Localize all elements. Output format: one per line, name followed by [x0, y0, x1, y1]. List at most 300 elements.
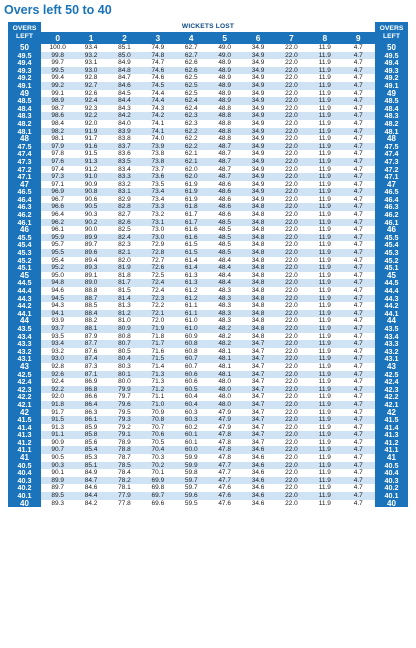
- resource-value-cell: 22.0: [275, 302, 308, 310]
- overs-left-cell: 46.3: [375, 203, 408, 211]
- resource-value-cell: 22.0: [275, 97, 308, 105]
- resource-value-cell: 4.7: [342, 257, 375, 265]
- resource-value-cell: 22.0: [275, 363, 308, 371]
- overs-left-cell: 42.1: [8, 401, 41, 409]
- resource-value-cell: 48.1: [208, 348, 241, 356]
- resource-value-cell: 95.4: [41, 257, 74, 265]
- resource-value-cell: 60.6: [175, 378, 208, 386]
- resource-value-cell: 11.9: [308, 279, 341, 287]
- resource-value-cell: 85.9: [74, 424, 107, 432]
- resource-value-cell: 11.9: [308, 257, 341, 265]
- resource-value-cell: 89.3: [74, 264, 107, 272]
- resource-value-cell: 81.4: [108, 295, 141, 303]
- table-row: [8, 295, 408, 303]
- resource-value-cell: 22.0: [275, 401, 308, 409]
- resource-value-cell: 4.7: [342, 348, 375, 356]
- resource-value-cell: 62.2: [175, 135, 208, 143]
- resource-value-cell: 59.8: [175, 469, 208, 477]
- table-row: [8, 120, 408, 128]
- resource-value-cell: 22.0: [275, 371, 308, 379]
- resource-value-cell: 79.2: [108, 424, 141, 432]
- resource-value-cell: 61.0: [175, 317, 208, 325]
- resource-value-cell: 48.6: [208, 211, 241, 219]
- resource-value-cell: 11.9: [308, 295, 341, 303]
- resource-value-cell: 74.4: [141, 90, 174, 98]
- resource-value-cell: 34.7: [241, 409, 274, 417]
- resource-value-cell: 92.4: [41, 378, 74, 386]
- resource-value-cell: 47.6: [208, 500, 241, 508]
- resource-value-cell: 11.9: [308, 150, 341, 158]
- overs-left-cell: 47.3: [8, 158, 41, 166]
- resource-value-cell: 11.9: [308, 211, 341, 219]
- overs-left-cell: 48.2: [8, 120, 41, 128]
- resource-value-cell: 60.4: [175, 393, 208, 401]
- overs-left-cell: 49.3: [8, 67, 41, 75]
- overs-left-cell: 49.4: [8, 59, 41, 67]
- resource-value-cell: 61.5: [175, 249, 208, 257]
- resource-value-cell: 4.7: [342, 325, 375, 333]
- resource-value-cell: 83.8: [108, 135, 141, 143]
- overs-left-cell: 45.2: [375, 257, 408, 265]
- resource-value-cell: 4.7: [342, 484, 375, 492]
- resource-value-cell: 91.2: [74, 166, 107, 174]
- table-row: [8, 234, 408, 242]
- table-row: [8, 302, 408, 310]
- resource-value-cell: 91.5: [41, 416, 74, 424]
- resource-value-cell: 73.1: [141, 219, 174, 227]
- resource-value-cell: 48.9: [208, 67, 241, 75]
- resource-value-cell: 48.1: [208, 355, 241, 363]
- resource-value-cell: 84.6: [108, 82, 141, 90]
- resource-value-cell: 72.9: [141, 241, 174, 249]
- overs-left-cell: 44.3: [8, 295, 41, 303]
- resource-value-cell: 83.5: [108, 158, 141, 166]
- overs-left-cell: 47.4: [8, 150, 41, 158]
- overs-left-label-line1: OVERS: [379, 25, 404, 32]
- resource-value-cell: 62.1: [175, 158, 208, 166]
- resource-value-cell: 84.4: [108, 97, 141, 105]
- resource-value-cell: 83.3: [108, 173, 141, 181]
- overs-left-cell: 48.3: [8, 112, 41, 120]
- overs-left-cell: 41.5: [8, 416, 41, 424]
- resource-value-cell: 11.9: [308, 120, 341, 128]
- resource-value-cell: 71.7: [141, 340, 174, 348]
- resource-value-cell: 34.9: [241, 173, 274, 181]
- overs-left-cell: 48.5: [8, 97, 41, 105]
- resource-value-cell: 22.0: [275, 279, 308, 287]
- resource-value-cell: 90.3: [74, 211, 107, 219]
- resource-value-cell: 34.7: [241, 355, 274, 363]
- resource-value-cell: 48.8: [208, 128, 241, 136]
- resource-value-cell: 81.0: [108, 317, 141, 325]
- resource-value-cell: 34.9: [241, 105, 274, 113]
- resource-value-cell: 34.9: [241, 44, 274, 52]
- resource-value-cell: 22.0: [275, 310, 308, 318]
- resource-value-cell: 11.9: [308, 393, 341, 401]
- resource-value-cell: 88.8: [74, 287, 107, 295]
- resource-value-cell: 4.7: [342, 439, 375, 447]
- resource-value-cell: 11.9: [308, 105, 341, 113]
- overs-left-cell: 40.4: [375, 469, 408, 477]
- resource-value-cell: 74.4: [141, 97, 174, 105]
- resource-value-cell: 34.6: [241, 454, 274, 462]
- overs-left-cell: 44.2: [8, 302, 41, 310]
- resource-value-cell: 4.7: [342, 105, 375, 113]
- resource-value-cell: 91.8: [41, 401, 74, 409]
- table-row: [8, 112, 408, 120]
- overs-left-cell: 41.5: [375, 416, 408, 424]
- resource-value-cell: 34.9: [241, 150, 274, 158]
- resource-value-cell: 22.0: [275, 135, 308, 143]
- overs-left-cell: 43.1: [375, 355, 408, 363]
- resource-value-cell: 79.5: [108, 409, 141, 417]
- table-row: [8, 484, 408, 492]
- overs-left-cell: 42: [8, 409, 41, 417]
- resource-value-cell: 34.9: [241, 74, 274, 82]
- resource-value-cell: 48.3: [208, 310, 241, 318]
- resource-value-cell: 61.9: [175, 188, 208, 196]
- table-row: [8, 386, 408, 394]
- resource-value-cell: 47.7: [208, 469, 241, 477]
- overs-left-cell: 49.5: [375, 52, 408, 60]
- resource-value-cell: 48.4: [208, 279, 241, 287]
- wicket-column-header: 8: [308, 32, 341, 44]
- wickets-lost-header: WICKETS LOST: [41, 22, 375, 32]
- resource-value-cell: 96.1: [41, 226, 74, 234]
- resource-value-cell: 22.0: [275, 393, 308, 401]
- resource-value-cell: 62.3: [175, 112, 208, 120]
- resource-value-cell: 4.7: [342, 74, 375, 82]
- table-row: [8, 500, 408, 508]
- resource-value-cell: 4.7: [342, 219, 375, 227]
- resource-value-cell: 4.7: [342, 82, 375, 90]
- wickets-header-row: [8, 32, 408, 44]
- resource-value-cell: 71.8: [141, 333, 174, 341]
- resource-value-cell: 11.9: [308, 287, 341, 295]
- resource-value-cell: 74.6: [141, 74, 174, 82]
- resource-value-cell: 22.0: [275, 44, 308, 52]
- overs-left-cell: 44.1: [375, 310, 408, 318]
- resource-value-cell: 73.7: [141, 166, 174, 174]
- resource-value-cell: 11.9: [308, 52, 341, 60]
- resource-value-cell: 47.9: [208, 424, 241, 432]
- table-row: [8, 446, 408, 454]
- resource-value-cell: 47.9: [208, 409, 241, 417]
- resource-value-cell: 61.7: [175, 219, 208, 227]
- resource-value-cell: 86.1: [74, 416, 107, 424]
- overs-left-cell: 46.2: [8, 211, 41, 219]
- resource-value-cell: 96.2: [41, 219, 74, 227]
- table-row: [8, 249, 408, 257]
- resource-value-cell: 86.6: [74, 393, 107, 401]
- resource-value-cell: 93.9: [41, 317, 74, 325]
- resource-value-cell: 62.7: [175, 44, 208, 52]
- table-row: [8, 264, 408, 272]
- overs-left-cell: 48: [8, 135, 41, 143]
- resource-value-cell: 34.8: [241, 333, 274, 341]
- resource-value-cell: 34.8: [241, 226, 274, 234]
- resource-value-cell: 48.0: [208, 386, 241, 394]
- resource-value-cell: 84.8: [108, 67, 141, 75]
- resource-value-cell: 48.5: [208, 226, 241, 234]
- resource-value-cell: 34.8: [241, 295, 274, 303]
- resource-value-cell: 88.1: [74, 325, 107, 333]
- resource-value-cell: 84.7: [108, 74, 141, 82]
- resource-value-cell: 61.2: [175, 287, 208, 295]
- overs-left-cell: 48.5: [375, 97, 408, 105]
- table-row: [8, 279, 408, 287]
- resource-value-cell: 93.4: [74, 44, 107, 52]
- resource-value-cell: 62.0: [175, 166, 208, 174]
- resource-value-cell: 34.9: [241, 59, 274, 67]
- resource-value-cell: 92.3: [74, 105, 107, 113]
- resource-value-cell: 61.9: [175, 196, 208, 204]
- resource-value-cell: 60.1: [175, 439, 208, 447]
- resource-value-cell: 74.3: [141, 105, 174, 113]
- resource-value-cell: 72.4: [141, 287, 174, 295]
- resource-value-cell: 22.0: [275, 462, 308, 470]
- resource-value-cell: 11.9: [308, 67, 341, 75]
- resource-value-cell: 59.9: [175, 462, 208, 470]
- wicket-column-header: 3: [141, 32, 174, 44]
- resource-value-cell: 73.8: [141, 158, 174, 166]
- overs-left-cell: 49.4: [375, 59, 408, 67]
- wicket-column-header: 9: [342, 32, 375, 44]
- resource-value-cell: 61.2: [175, 295, 208, 303]
- resource-value-cell: 11.9: [308, 416, 341, 424]
- overs-left-cell: 44.5: [8, 279, 41, 287]
- overs-left-cell: 45.5: [8, 234, 41, 242]
- resource-value-cell: 48.2: [208, 340, 241, 348]
- resource-value-cell: 22.0: [275, 112, 308, 120]
- overs-left-cell: 40: [8, 500, 41, 508]
- table-row: [8, 469, 408, 477]
- resource-value-cell: 70.3: [141, 454, 174, 462]
- resource-value-cell: 95.0: [41, 272, 74, 280]
- overs-left-cell: 41.2: [8, 439, 41, 447]
- resource-value-cell: 93.7: [41, 325, 74, 333]
- resource-value-cell: 91.1: [41, 431, 74, 439]
- table-row: [8, 393, 408, 401]
- resource-value-cell: 89.0: [74, 279, 107, 287]
- resource-value-cell: 95.9: [41, 234, 74, 242]
- resource-value-cell: 48.7: [208, 166, 241, 174]
- resource-value-cell: 48.4: [208, 272, 241, 280]
- resource-value-cell: 11.9: [308, 74, 341, 82]
- resource-value-cell: 60.8: [175, 340, 208, 348]
- wicket-column-header: 0: [41, 32, 74, 44]
- resource-value-cell: 61.9: [175, 181, 208, 189]
- resource-value-cell: 70.6: [141, 431, 174, 439]
- resource-value-cell: 34.9: [241, 196, 274, 204]
- resource-value-cell: 71.1: [141, 393, 174, 401]
- resource-value-cell: 34.9: [241, 67, 274, 75]
- resource-value-cell: 73.5: [141, 181, 174, 189]
- resource-value-cell: 90.7: [41, 446, 74, 454]
- resource-value-cell: 4.7: [342, 52, 375, 60]
- table-row: [8, 203, 408, 211]
- resource-value-cell: 22.0: [275, 295, 308, 303]
- overs-left-header-right: [375, 22, 408, 44]
- overs-left-cell: 47.2: [8, 166, 41, 174]
- overs-left-cell: 44.1: [8, 310, 41, 318]
- resource-value-cell: 73.9: [141, 143, 174, 151]
- resource-value-cell: 34.9: [241, 181, 274, 189]
- resource-value-cell: 4.7: [342, 295, 375, 303]
- resource-value-cell: 91.5: [74, 150, 107, 158]
- resource-value-cell: 92.7: [74, 82, 107, 90]
- resource-value-cell: 11.9: [308, 249, 341, 257]
- resource-value-cell: 48.6: [208, 203, 241, 211]
- overs-left-cell: 41.4: [375, 424, 408, 432]
- resource-value-cell: 61.3: [175, 272, 208, 280]
- overs-left-cell: 46.5: [375, 188, 408, 196]
- resource-value-cell: 34.7: [241, 416, 274, 424]
- resource-value-cell: 62.4: [175, 97, 208, 105]
- table-row: [8, 219, 408, 227]
- resource-value-cell: 11.9: [308, 371, 341, 379]
- resource-value-cell: 4.7: [342, 135, 375, 143]
- resource-value-cell: 4.7: [342, 181, 375, 189]
- resource-value-cell: 59.7: [175, 484, 208, 492]
- resource-value-cell: 34.9: [241, 128, 274, 136]
- resource-value-cell: 80.7: [108, 340, 141, 348]
- resource-value-cell: 83.9: [108, 128, 141, 136]
- resource-value-cell: 34.8: [241, 241, 274, 249]
- resource-value-cell: 47.8: [208, 454, 241, 462]
- resource-value-cell: 95.7: [41, 241, 74, 249]
- resource-value-cell: 4.7: [342, 302, 375, 310]
- resource-value-cell: 85.8: [74, 431, 107, 439]
- resource-value-cell: 11.9: [308, 44, 341, 52]
- resource-value-cell: 94.5: [41, 295, 74, 303]
- resource-value-cell: 22.0: [275, 431, 308, 439]
- resource-value-cell: 34.7: [241, 424, 274, 432]
- resource-value-cell: 48.2: [208, 333, 241, 341]
- overs-left-cell: 47: [8, 181, 41, 189]
- table-row: [8, 97, 408, 105]
- resource-value-cell: 34.6: [241, 477, 274, 485]
- resource-value-cell: 97.9: [41, 143, 74, 151]
- overs-left-cell: 41.2: [375, 439, 408, 447]
- resource-value-cell: 22.0: [275, 158, 308, 166]
- overs-left-label-line1: OVERS: [12, 25, 37, 32]
- resource-value-cell: 34.9: [241, 112, 274, 120]
- resource-value-cell: 4.7: [342, 492, 375, 500]
- resource-value-cell: 22.0: [275, 378, 308, 386]
- resource-value-cell: 4.7: [342, 44, 375, 52]
- resource-value-cell: 69.9: [141, 477, 174, 485]
- table-row: [8, 196, 408, 204]
- resource-value-cell: 87.3: [74, 363, 107, 371]
- overs-left-cell: 40.5: [8, 462, 41, 470]
- resource-value-cell: 48.1: [208, 363, 241, 371]
- resource-value-cell: 22.0: [275, 355, 308, 363]
- overs-left-cell: 42.3: [8, 386, 41, 394]
- resource-value-cell: 89.1: [74, 272, 107, 280]
- resource-value-cell: 80.8: [108, 333, 141, 341]
- resource-value-cell: 22.0: [275, 67, 308, 75]
- overs-left-cell: 43.2: [8, 348, 41, 356]
- resource-value-cell: 34.9: [241, 120, 274, 128]
- overs-left-cell: 44.2: [375, 302, 408, 310]
- overs-left-cell: 40.1: [8, 492, 41, 500]
- resource-value-cell: 69.8: [141, 484, 174, 492]
- resource-value-cell: 74.9: [141, 44, 174, 52]
- table-row: [8, 82, 408, 90]
- resource-value-cell: 83.1: [108, 188, 141, 196]
- resource-value-cell: 83.7: [108, 143, 141, 151]
- overs-left-cell: 41: [375, 454, 408, 462]
- overs-left-cell: 43.3: [375, 340, 408, 348]
- resource-value-cell: 4.7: [342, 363, 375, 371]
- resource-value-cell: 34.8: [241, 302, 274, 310]
- overs-left-cell: 45.5: [375, 234, 408, 242]
- overs-left-cell: 45: [375, 272, 408, 280]
- resource-value-cell: 22.0: [275, 492, 308, 500]
- resource-value-cell: 82.6: [108, 219, 141, 227]
- resource-value-cell: 61.0: [175, 325, 208, 333]
- resource-value-cell: 85.3: [74, 454, 107, 462]
- resource-value-cell: 97.3: [41, 173, 74, 181]
- resource-value-cell: 34.9: [241, 135, 274, 143]
- overs-left-cell: 43.5: [375, 325, 408, 333]
- resource-value-cell: 62.5: [175, 82, 208, 90]
- resource-value-cell: 34.8: [241, 317, 274, 325]
- resource-value-cell: 92.8: [74, 74, 107, 82]
- overs-left-cell: 46.4: [375, 196, 408, 204]
- resource-value-cell: 11.9: [308, 386, 341, 394]
- resource-value-cell: 73.8: [141, 150, 174, 158]
- resource-value-cell: 72.0: [141, 317, 174, 325]
- resource-value-cell: 11.9: [308, 203, 341, 211]
- resource-value-cell: 91.6: [74, 143, 107, 151]
- resource-value-cell: 48.0: [208, 401, 241, 409]
- resource-value-cell: 92.6: [41, 371, 74, 379]
- resource-value-cell: 85.4: [74, 446, 107, 454]
- resource-value-cell: 22.0: [275, 203, 308, 211]
- resource-value-cell: 4.7: [342, 166, 375, 174]
- resource-value-cell: 11.9: [308, 401, 341, 409]
- resource-value-cell: 48.9: [208, 59, 241, 67]
- resource-value-cell: 86.9: [74, 378, 107, 386]
- table-row: [8, 431, 408, 439]
- resource-value-cell: 90.9: [74, 181, 107, 189]
- overs-left-cell: 41.3: [8, 431, 41, 439]
- overs-left-cell: 43: [375, 363, 408, 371]
- resource-value-cell: 71.9: [141, 325, 174, 333]
- resource-value-cell: 92.2: [74, 112, 107, 120]
- resource-value-cell: 87.4: [74, 355, 107, 363]
- resource-value-cell: 22.0: [275, 59, 308, 67]
- overs-left-cell: 46.5: [8, 188, 41, 196]
- resource-value-cell: 90.9: [41, 439, 74, 447]
- overs-left-cell: 43.4: [375, 333, 408, 341]
- resource-value-cell: 11.9: [308, 469, 341, 477]
- overs-left-cell: 47.3: [375, 158, 408, 166]
- resource-value-cell: 70.5: [141, 439, 174, 447]
- overs-left-cell: 44.3: [375, 295, 408, 303]
- table-row: [8, 287, 408, 295]
- overs-left-cell: 49: [375, 90, 408, 98]
- resource-value-cell: 72.2: [141, 302, 174, 310]
- resource-value-cell: 48.0: [208, 393, 241, 401]
- overs-left-cell: 42.1: [375, 401, 408, 409]
- resource-value-cell: 22.0: [275, 128, 308, 136]
- resource-value-cell: 62.1: [175, 150, 208, 158]
- resource-value-cell: 34.9: [241, 188, 274, 196]
- resource-value-cell: 34.8: [241, 287, 274, 295]
